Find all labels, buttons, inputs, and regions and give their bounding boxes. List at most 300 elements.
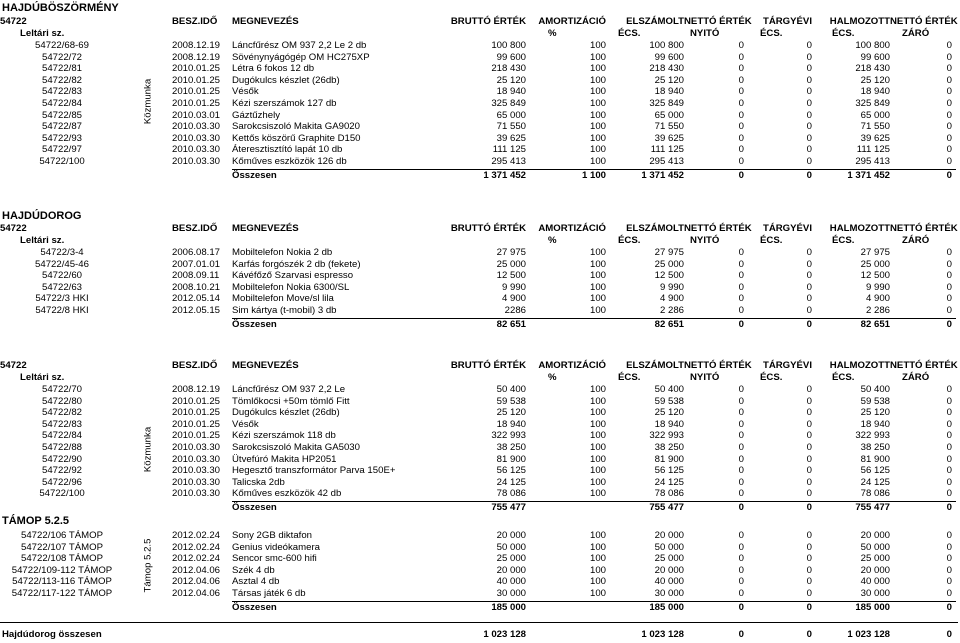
section-code: 54722 <box>0 16 27 27</box>
total-row <box>0 319 960 331</box>
cell-besz: 2010.03.30 <box>172 144 221 156</box>
total-halm: 82 651 <box>860 318 890 330</box>
cell-elsz: 25 000 <box>654 258 684 270</box>
cell-netto: 0 <box>738 63 744 75</box>
cell-halm: 111 125 <box>856 144 890 156</box>
cell-nettoz: 0 <box>946 442 952 453</box>
cell-targy: 0 <box>806 270 812 282</box>
cell-elsz: 12 500 <box>654 270 684 282</box>
cell-code: 54722/92 <box>41 465 82 477</box>
cell-elsz: 18 940 <box>654 86 684 98</box>
total-netto: 0 <box>738 318 744 330</box>
cell-targy: 0 <box>806 156 812 167</box>
cell-halm: 71 550 <box>860 121 890 133</box>
cell-targy: 0 <box>806 418 812 430</box>
cell-targy: 0 <box>806 588 812 599</box>
cell-brutto: 65 000 <box>496 109 526 121</box>
cell-amort: 100 <box>589 144 606 156</box>
cell-targy: 0 <box>806 293 812 305</box>
cell-besz: 2010.03.30 <box>172 476 221 488</box>
cell-netto: 0 <box>738 156 744 167</box>
total-nettoz: 0 <box>946 318 952 330</box>
cell-megnev: Hegesztő transzformátor Parva 150E+ <box>232 465 396 477</box>
total-megnev: Összesen <box>232 169 277 181</box>
col-header-brutto: BRUTTÓ ÉRTÉK <box>450 16 526 27</box>
cell-elsz: 9 990 <box>659 281 684 293</box>
total-halm: 755 477 <box>855 502 890 513</box>
cell-halm: 20 000 <box>860 530 890 541</box>
cell-nettoz: 0 <box>946 541 952 553</box>
cell-brutto: 99 600 <box>496 51 526 63</box>
cell-targy: 0 <box>806 430 812 442</box>
section-code: 54722 <box>0 360 27 371</box>
col-header-netto-zaro-2: ZÁRÓ <box>902 235 930 246</box>
cell-megnev: Karfás forgószék 2 db (fekete) <box>232 258 361 270</box>
cell-code: 54722/97 <box>41 144 82 156</box>
total-netto: 0 <box>738 601 744 613</box>
col-header-megnevezes: MEGNEVEZÉS <box>232 360 299 371</box>
cell-brutto: 38 250 <box>496 442 526 453</box>
col-header-targyevi-2: ÉCS. <box>760 235 783 246</box>
cell-amort: 100 <box>589 553 606 565</box>
col-header-amortizacio: AMORTIZÁCIÓ <box>538 16 606 27</box>
cell-targy: 0 <box>806 395 812 407</box>
cell-besz: 2012.02.24 <box>172 553 221 565</box>
cell-megnev: Asztal 4 db <box>232 576 280 588</box>
cell-amort: 100 <box>589 247 606 258</box>
cell-megnev: Kézi szerszámok 127 db <box>232 98 337 109</box>
cell-halm: 40 000 <box>860 576 890 588</box>
col-header-megnevezes: MEGNEVEZÉS <box>232 16 299 27</box>
table-row <box>0 40 960 52</box>
cell-brutto: 40 000 <box>496 576 526 588</box>
col-header-netto-zaro: NETTÓ ÉRTÉK <box>890 360 958 371</box>
cell-nettoz: 0 <box>946 51 952 63</box>
table-row <box>0 259 960 271</box>
cell-code: 54722/88 <box>41 442 82 453</box>
cell-netto: 0 <box>738 476 744 488</box>
cell-targy: 0 <box>806 576 812 588</box>
cell-brutto: 20 000 <box>496 564 526 576</box>
cell-targy: 0 <box>806 132 812 144</box>
cell-brutto: 111 125 <box>492 144 526 156</box>
cell-halm: 295 413 <box>855 156 890 167</box>
cell-elsz: 50 400 <box>654 384 684 395</box>
cell-code: 54722/109-112 TÁMOP <box>11 564 113 576</box>
cell-code: 54722/80 <box>41 395 82 407</box>
cell-megnev: Genius videókamera <box>232 541 320 553</box>
cell-besz: 2010.01.25 <box>172 63 221 75</box>
cell-megnev: Tömlőkocsi +50m tömlő Fitt <box>232 395 350 407</box>
cell-code: 54722/8 HKI <box>35 305 89 316</box>
total-nettoz: 0 <box>946 502 952 513</box>
cell-netto: 0 <box>738 247 744 258</box>
cell-nettoz: 0 <box>946 488 952 500</box>
cell-megnev: Dugókulcs készlet (26db) <box>232 74 340 86</box>
cell-netto: 0 <box>738 488 744 500</box>
cell-megnev: Kettős köszörű Graphite D150 <box>232 132 361 144</box>
cell-code: 54722/100 <box>39 488 85 500</box>
cell-brutto: 59 538 <box>496 395 526 407</box>
cell-amort: 100 <box>589 430 606 442</box>
cell-elsz: 25 000 <box>654 553 684 565</box>
cell-netto: 0 <box>738 281 744 293</box>
cell-halm: 78 086 <box>860 488 890 500</box>
cell-besz: 2008.09.11 <box>172 270 220 282</box>
vertical-label-tamop: Támop 5.2.5 <box>142 538 154 593</box>
col-header-netto-zaro-2: ZÁRÓ <box>902 372 930 383</box>
cell-targy: 0 <box>806 281 812 293</box>
cell-targy: 0 <box>806 74 812 86</box>
cell-netto: 0 <box>738 553 744 565</box>
cell-brutto: 39 625 <box>496 132 526 144</box>
total-row <box>0 502 960 514</box>
cell-halm: 2 286 <box>865 305 890 316</box>
cell-nettoz: 0 <box>946 109 952 121</box>
cell-nettoz: 0 <box>946 384 952 395</box>
total-megnev: Összesen <box>232 502 277 513</box>
total-targy: 0 <box>806 169 812 181</box>
cell-halm: 18 940 <box>860 418 890 430</box>
cell-amort: 100 <box>589 51 606 63</box>
total-elsz: 82 651 <box>654 318 684 330</box>
grand-total-targy: 0 <box>806 629 812 640</box>
total-elsz: 1 371 452 <box>641 169 684 181</box>
cell-brutto: 4 900 <box>501 293 526 305</box>
cell-nettoz: 0 <box>946 453 952 465</box>
cell-besz: 2010.01.25 <box>172 74 221 86</box>
col-header-megnevezes: MEGNEVEZÉS <box>232 223 299 234</box>
cell-nettoz: 0 <box>946 98 952 109</box>
col-header-amortizacio: AMORTIZÁCIÓ <box>538 223 606 234</box>
total-brutto: 755 477 <box>491 502 526 513</box>
cell-halm: 25 000 <box>860 258 890 270</box>
cell-brutto: 295 413 <box>491 156 526 167</box>
cell-megnev: Kávéfőző Szarvasi espresso <box>232 270 354 282</box>
cell-nettoz: 0 <box>946 258 952 270</box>
table-row <box>0 293 960 305</box>
cell-elsz: 81 900 <box>654 453 684 465</box>
cell-besz: 2010.01.25 <box>172 395 221 407</box>
cell-code: 54722/117-122 TÁMOP <box>11 588 113 599</box>
cell-amort: 100 <box>589 98 606 109</box>
cell-brutto: 27 975 <box>496 247 526 258</box>
cell-megnev: Sarokcsiszoló Makita GA5030 <box>232 442 360 453</box>
cell-besz: 2010.03.30 <box>172 453 221 465</box>
cell-halm: 25 120 <box>860 407 890 419</box>
cell-elsz: 65 000 <box>654 109 684 121</box>
col-header-besz: BESZ.IDŐ <box>172 360 218 371</box>
cell-halm: 325 849 <box>855 98 890 109</box>
cell-elsz: 2 286 <box>659 305 684 316</box>
cell-code: 54722/72 <box>41 51 82 63</box>
cell-elsz: 18 940 <box>654 418 684 430</box>
total-nettoz: 0 <box>946 601 952 613</box>
cell-besz: 2012.05.15 <box>172 305 221 316</box>
cell-besz: 2012.04.06 <box>172 576 221 588</box>
col-header-leltari: Leltári sz. <box>20 235 65 246</box>
cell-megnev: Sövénynyágógép OM HC275XP <box>232 51 370 63</box>
cell-besz: 2010.03.30 <box>172 442 221 453</box>
cell-code: 54722/90 <box>41 453 82 465</box>
table-row <box>0 305 960 317</box>
cell-targy: 0 <box>806 86 812 98</box>
cell-nettoz: 0 <box>946 293 952 305</box>
cell-besz: 2012.02.24 <box>172 541 221 553</box>
cell-netto: 0 <box>738 407 744 419</box>
grand-total-nettoz: 0 <box>946 629 952 640</box>
cell-netto: 0 <box>738 576 744 588</box>
cell-halm: 38 250 <box>860 442 890 453</box>
cell-netto: 0 <box>738 86 744 98</box>
grand-total-label: Hajdúdorog összesen <box>2 629 102 640</box>
table-row <box>0 396 960 408</box>
cell-brutto: 100 800 <box>491 40 526 51</box>
grand-total-elsz: 1 023 128 <box>641 629 684 640</box>
cell-targy: 0 <box>806 247 812 258</box>
total-megnev: Összesen <box>232 601 277 613</box>
cell-megnev: Kőműves eszközök 126 db <box>232 156 347 167</box>
cell-brutto: 2286 <box>504 305 526 316</box>
cell-halm: 39 625 <box>860 132 890 144</box>
cell-elsz: 4 900 <box>659 293 684 305</box>
cell-amort: 100 <box>589 121 606 133</box>
col-header-targyevi: TÁRGYÉVI <box>762 16 812 27</box>
cell-code: 54722/82 <box>41 407 82 419</box>
cell-halm: 25 000 <box>860 553 890 565</box>
cell-halm: 100 800 <box>855 40 890 51</box>
col-header-halmozott: HALMOZOTT <box>829 360 890 371</box>
cell-netto: 0 <box>738 132 744 144</box>
cell-netto: 0 <box>738 418 744 430</box>
cell-elsz: 322 993 <box>649 430 684 442</box>
cell-brutto: 322 993 <box>491 430 526 442</box>
cell-amort: 100 <box>589 407 606 419</box>
cell-code: 54722/83 <box>41 86 82 98</box>
col-header-elszamolt: ELSZÁMOLT <box>626 16 684 27</box>
cell-elsz: 111 125 <box>650 144 684 156</box>
section-title-hajdudorog: HAJDÚDOROG <box>2 210 82 222</box>
cell-code: 54722/84 <box>41 430 82 442</box>
cell-besz: 2010.03.30 <box>172 132 221 144</box>
section-code: 54722 <box>0 223 27 234</box>
table-row <box>0 270 960 282</box>
cell-code: 54722/106 TÁMOP <box>21 530 103 541</box>
section-title-tamop: TÁMOP 5.2.5 <box>2 515 70 527</box>
cell-halm: 218 430 <box>855 63 890 75</box>
cell-megnev: Sim kártya (t-mobil) 3 db <box>232 305 337 316</box>
cell-elsz: 71 550 <box>654 121 684 133</box>
cell-netto: 0 <box>738 74 744 86</box>
cell-besz: 2010.03.30 <box>172 156 221 167</box>
cell-nettoz: 0 <box>946 530 952 541</box>
cell-targy: 0 <box>806 305 812 316</box>
total-elsz: 185 000 <box>649 601 684 613</box>
grand-total-halm: 1 023 128 <box>847 629 890 640</box>
cell-megnev: Kézi szerszámok 118 db <box>232 430 336 442</box>
cell-targy: 0 <box>806 40 812 51</box>
col-header-halmozott: HALMOZOTT <box>829 223 890 234</box>
cell-nettoz: 0 <box>946 476 952 488</box>
cell-halm: 20 000 <box>860 564 890 576</box>
cell-brutto: 9 990 <box>501 281 526 293</box>
column-header-row-2 <box>0 372 960 384</box>
total-halm: 185 000 <box>855 601 890 613</box>
cell-nettoz: 0 <box>946 576 952 588</box>
cell-megnev: Létra 6 fokos 12 db <box>232 63 315 75</box>
cell-brutto: 56 125 <box>496 465 526 477</box>
cell-code: 54722/68-69 <box>35 40 89 51</box>
cell-amort: 100 <box>589 109 606 121</box>
cell-code: 54722/87 <box>41 121 82 133</box>
col-header-elszamolt-2: ÉCS. <box>618 372 641 383</box>
col-header-elszamolt-2: ÉCS. <box>618 28 641 39</box>
cell-targy: 0 <box>806 121 812 133</box>
cell-halm: 18 940 <box>860 86 890 98</box>
cell-halm: 27 975 <box>860 247 890 258</box>
cell-amort: 100 <box>589 270 606 282</box>
cell-brutto: 71 550 <box>496 121 526 133</box>
cell-brutto: 81 900 <box>496 453 526 465</box>
cell-amort: 100 <box>589 305 606 316</box>
cell-megnev: Mobiltelefon Nokia 6300/SL <box>232 281 350 293</box>
cell-besz: 2010.01.25 <box>172 86 221 98</box>
cell-amort: 100 <box>589 541 606 553</box>
grand-total-line <box>0 622 958 623</box>
cell-code: 54722/100 <box>39 156 85 167</box>
cell-code: 54722/45-46 <box>35 258 89 270</box>
total-halm: 1 371 452 <box>847 169 890 181</box>
table-row <box>0 282 960 294</box>
cell-brutto: 25 120 <box>496 74 526 86</box>
cell-nettoz: 0 <box>946 395 952 407</box>
cell-elsz: 100 800 <box>649 40 684 51</box>
cell-elsz: 325 849 <box>649 98 684 109</box>
cell-code: 54722/3 HKI <box>35 293 89 305</box>
cell-halm: 50 400 <box>860 384 890 395</box>
cell-netto: 0 <box>738 465 744 477</box>
cell-amort: 100 <box>589 588 606 599</box>
col-header-netto-zaro-2: ZÁRÓ <box>902 28 930 39</box>
cell-nettoz: 0 <box>946 305 952 316</box>
cell-nettoz: 0 <box>946 465 952 477</box>
cell-halm: 59 538 <box>860 395 890 407</box>
cell-halm: 12 500 <box>860 270 890 282</box>
col-header-amortizacio-2: % <box>548 235 557 246</box>
col-header-amortizacio-2: % <box>548 372 557 383</box>
cell-brutto: 30 000 <box>496 588 526 599</box>
col-header-targyevi: TÁRGYÉVI <box>762 360 812 371</box>
cell-besz: 2012.04.06 <box>172 564 221 576</box>
table-row <box>0 247 960 259</box>
cell-megnev: Ütvefúró Makita HP2051 <box>232 453 337 465</box>
cell-elsz: 30 000 <box>654 588 684 599</box>
col-header-netto-nyito-2: NYITÓ <box>690 28 720 39</box>
col-header-brutto: BRUTTÓ ÉRTÉK <box>450 223 526 234</box>
cell-netto: 0 <box>738 384 744 395</box>
cell-halm: 30 000 <box>860 588 890 599</box>
col-header-netto-nyito: NETTÓ ÉRTÉK <box>684 16 752 27</box>
cell-targy: 0 <box>806 63 812 75</box>
cell-amort: 100 <box>589 86 606 98</box>
cell-elsz: 50 000 <box>654 541 684 553</box>
cell-amort: 100 <box>589 384 606 395</box>
column-header-row <box>0 16 960 28</box>
cell-elsz: 25 120 <box>654 407 684 419</box>
grand-total-brutto: 1 023 128 <box>483 629 526 640</box>
column-header-row <box>0 360 960 372</box>
cell-nettoz: 0 <box>946 270 952 282</box>
cell-netto: 0 <box>738 395 744 407</box>
cell-code: 54722/96 <box>41 476 82 488</box>
col-header-amortizacio: AMORTIZÁCIÓ <box>538 360 606 371</box>
cell-elsz: 59 538 <box>654 395 684 407</box>
cell-nettoz: 0 <box>946 418 952 430</box>
cell-netto: 0 <box>738 564 744 576</box>
col-header-netto-nyito: NETTÓ ÉRTÉK <box>684 223 752 234</box>
table-row <box>0 384 960 396</box>
cell-besz: 2008.12.19 <box>172 51 221 63</box>
col-header-netto-zaro: NETTÓ ÉRTÉK <box>890 223 958 234</box>
col-header-leltari: Leltári sz. <box>20 28 65 39</box>
cell-megnev: Sarokcsiszoló Makita GA9020 <box>232 121 360 133</box>
col-header-targyevi-2: ÉCS. <box>760 28 783 39</box>
cell-netto: 0 <box>738 588 744 599</box>
cell-amort: 100 <box>589 156 606 167</box>
cell-amort: 100 <box>589 476 606 488</box>
cell-targy: 0 <box>806 442 812 453</box>
cell-megnev: Szék 4 db <box>232 564 275 576</box>
cell-besz: 2010.01.25 <box>172 430 221 442</box>
cell-netto: 0 <box>738 258 744 270</box>
total-netto: 0 <box>738 502 744 513</box>
cell-nettoz: 0 <box>946 281 952 293</box>
cell-amort: 100 <box>589 530 606 541</box>
cell-halm: 24 125 <box>860 476 890 488</box>
cell-brutto: 25 000 <box>496 258 526 270</box>
cell-megnev: Mobiltelefon Nokia 2 db <box>232 247 333 258</box>
total-targy: 0 <box>806 502 812 513</box>
cell-megnev: Gáztűzhely <box>232 109 280 121</box>
cell-megnev: Sencor smc-600 hifi <box>232 553 317 565</box>
col-header-elszamolt: ELSZÁMOLT <box>626 360 684 371</box>
cell-halm: 50 000 <box>860 541 890 553</box>
col-header-netto-nyito-2: NYITÓ <box>690 372 720 383</box>
cell-code: 54722/113-116 TÁMOP <box>12 576 112 588</box>
cell-nettoz: 0 <box>946 86 952 98</box>
cell-nettoz: 0 <box>946 564 952 576</box>
cell-netto: 0 <box>738 293 744 305</box>
cell-besz: 2008.10.21 <box>172 281 221 293</box>
cell-netto: 0 <box>738 121 744 133</box>
cell-brutto: 18 940 <box>496 86 526 98</box>
cell-besz: 2012.05.14 <box>172 293 221 305</box>
cell-amort: 100 <box>589 132 606 144</box>
total-amort: 1 100 <box>581 169 606 181</box>
table-row <box>0 144 960 156</box>
total-row <box>0 170 960 182</box>
cell-targy: 0 <box>806 258 812 270</box>
cell-targy: 0 <box>806 541 812 553</box>
cell-brutto: 78 086 <box>496 488 526 500</box>
cell-targy: 0 <box>806 98 812 109</box>
grand-total-netto: 0 <box>738 629 744 640</box>
cell-brutto: 218 430 <box>491 63 526 75</box>
cell-besz: 2010.03.30 <box>172 488 221 500</box>
cell-brutto: 12 500 <box>496 270 526 282</box>
cell-elsz: 24 125 <box>654 476 684 488</box>
total-netto: 0 <box>738 169 744 181</box>
